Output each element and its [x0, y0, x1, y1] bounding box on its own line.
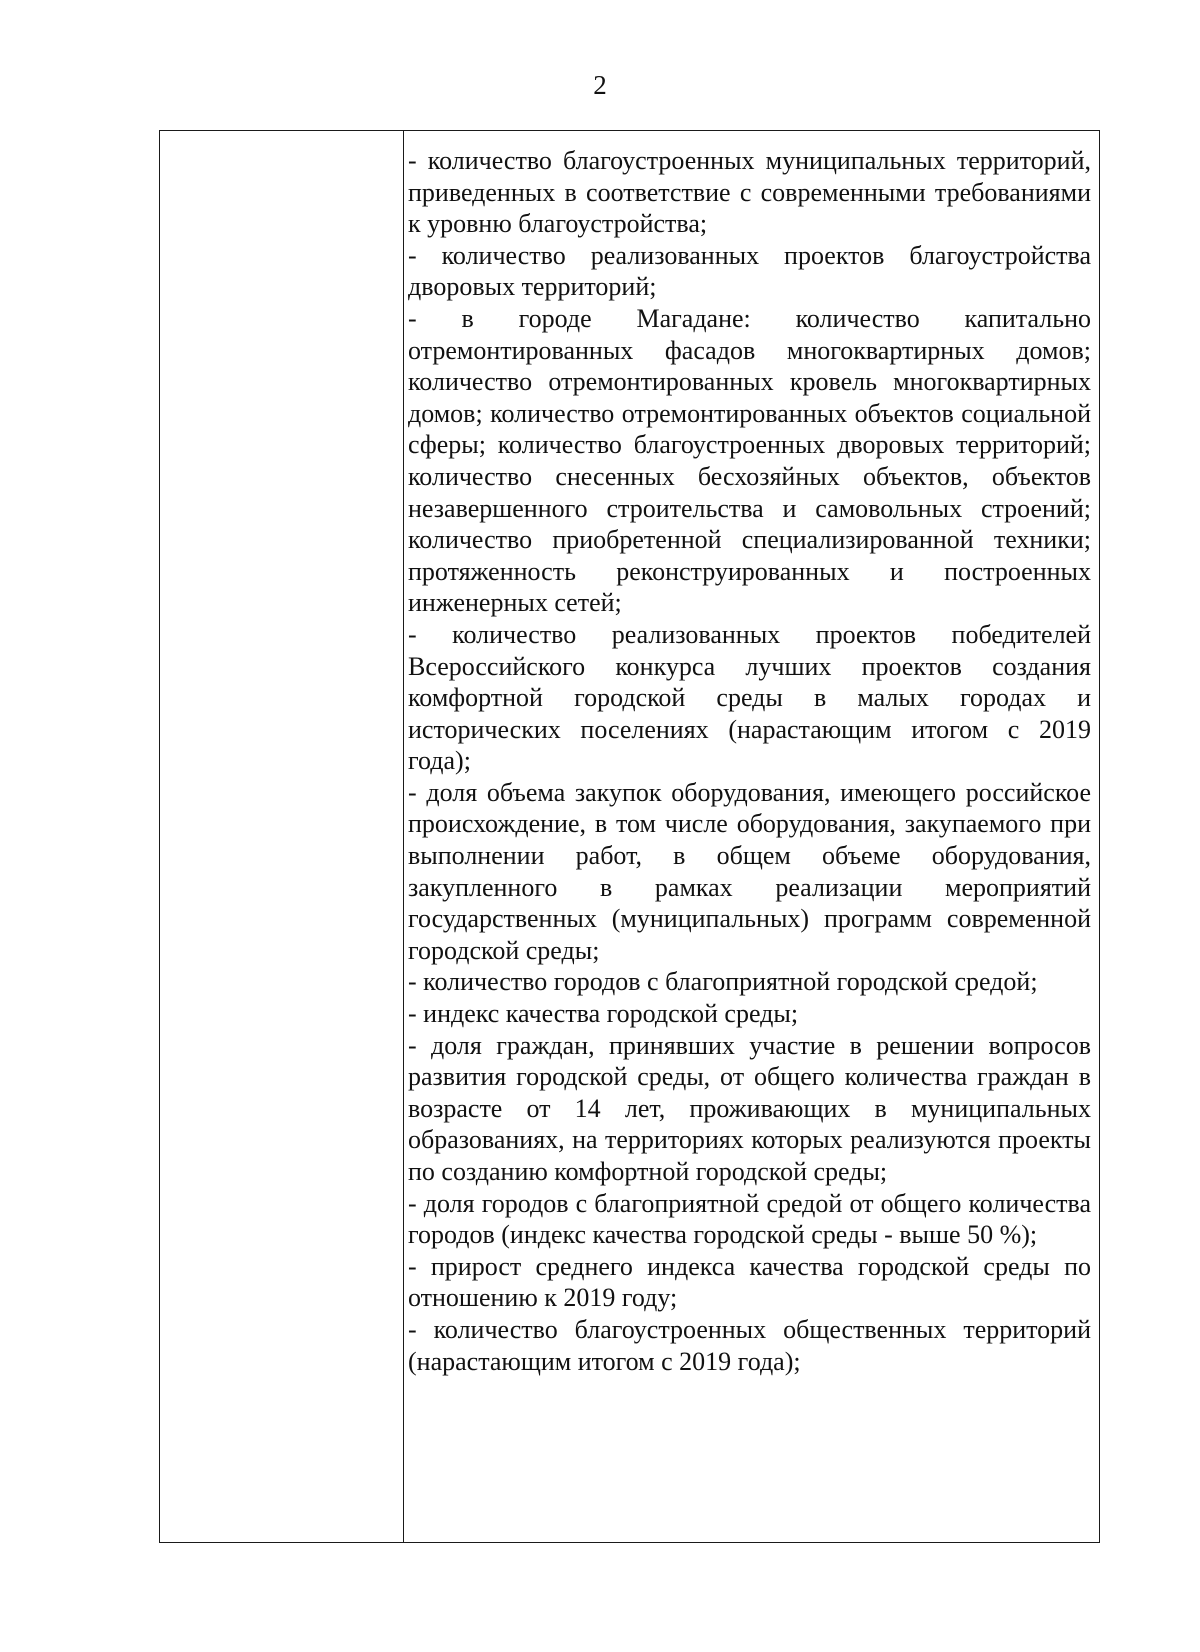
indicator-item: - количество благоустроенных общественных территорий (нарастающим итогом с 2019 года);: [408, 1314, 1091, 1376]
indicator-item: - доля объема закупок оборудования, имеющего российское происхождение, в том числе оборудования, закупаемого при выполнении работ, в общем объеме оборудования, закупленного в рамках реализации мероприятий государственных (муниципальных) программ современной городской среды;: [408, 777, 1091, 965]
indicator-item: - доля городов с благоприятной средой от общего количества городов (индекс качества городской среды - выше 50 %);: [408, 1188, 1091, 1250]
table-cell-indicators: [408, 145, 1091, 1377]
indicator-item: - доля граждан, принявших участие в решении вопросов развития городской среды, от общего количества граждан в возрасте от 14 лет, проживающих в муниципальных образованиях, на территориях которых реализуются проекты по созданию комфортной городской среды;: [408, 1030, 1091, 1186]
indicator-item: - индекс качества городской среды;: [408, 999, 799, 1029]
indicator-item: - прирост среднего индекса качества городской среды по отношению к 2019 году;: [408, 1251, 1091, 1313]
table-cell-label: [160, 131, 403, 1542]
column-divider: [403, 131, 404, 1542]
indicator-item: - в городе Магадане: количество капитально отремонтированных фасадов многоквартирных домов; количество отремонтированных кровель многоквартирных домов; количество отремонтированных объектов социальной сферы; количество благоустроенных дворовых территорий; количество снесенных бесхозяйных объектов, объектов незавершенного строительства и самовольных строений; количество приобретенной специализированной техники; протяженность реконструированных и построенных инженерных сетей;: [408, 303, 1091, 618]
indicator-item: - количество городов с благоприятной городской средой;: [408, 967, 1038, 997]
content-table: [159, 130, 1100, 1543]
page-number: 2: [593, 70, 607, 100]
indicator-item: - количество реализованных проектов благоустройства дворовых территорий;: [408, 240, 1091, 302]
indicator-item: - количество реализованных проектов победителей Всероссийского конкурса лучших проектов создания комфортной городской среды в малых городах и исторических поселениях (нарастающим итогом с 2019 года);: [408, 619, 1091, 776]
indicator-item: - количество благоустроенных муниципальных территорий, приведенных в соответствие с современными требованиями к уровню благоустройства;: [408, 146, 1091, 239]
